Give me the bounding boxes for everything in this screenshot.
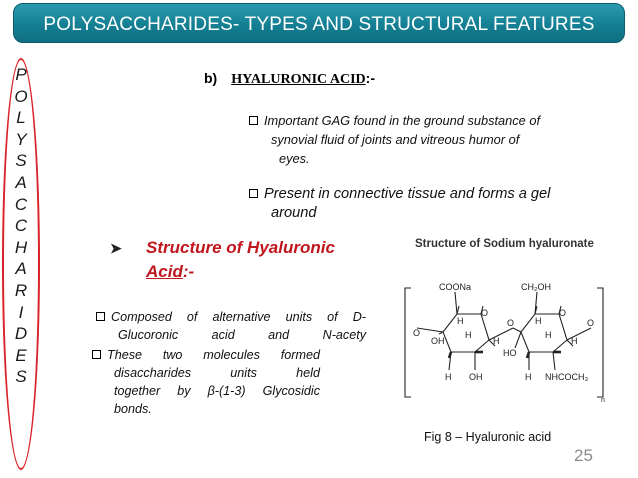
bullet-disaccharides	[92, 346, 320, 418]
ring1-h-label: H	[465, 330, 472, 340]
bullet-text: Important GAG found in the ground substance of	[264, 113, 541, 128]
ring1-h-label: H	[493, 336, 500, 346]
side-letter: C	[14, 194, 28, 214]
side-letter: L	[16, 108, 26, 128]
checkbox-bullet-icon	[96, 312, 105, 321]
bullet-text: Composed of alternative units of D-	[111, 310, 366, 324]
right-bracket	[597, 288, 603, 397]
ring1-oh-bottom-label: OH	[469, 372, 483, 382]
side-letter: D	[14, 324, 28, 344]
bullet-text: Present in connective tissue and forms a gel	[264, 186, 551, 202]
bullet-text: eyes.	[279, 151, 310, 166]
ring2-h-label: H	[571, 336, 578, 346]
label-coona: COONa	[439, 282, 472, 292]
checkbox-bullet-icon	[249, 116, 258, 125]
bullet-text: bonds.	[114, 402, 152, 416]
bullet-gag	[249, 111, 609, 168]
right-o-label: O	[587, 318, 595, 328]
title-bar	[13, 3, 625, 43]
side-letter: A	[15, 172, 27, 192]
left-o-label: O	[413, 328, 421, 338]
ring1-h-label: H	[445, 372, 452, 382]
checkbox-bullet-icon	[92, 350, 101, 359]
bullet-text: around	[271, 205, 317, 221]
vertical-word	[2, 64, 40, 388]
side-letter: Y	[15, 129, 27, 149]
side-letter: E	[15, 345, 27, 365]
bullet-text: synovial fluid of joints and vitreous humor of	[271, 132, 520, 147]
ring1-o-label: O	[481, 308, 489, 318]
ring2-nhcoch3-label: NHCOCH₃	[545, 372, 589, 382]
ring2-h-label: H	[545, 330, 552, 340]
hyaluronate-structure-diagram	[395, 252, 615, 424]
side-letter: R	[14, 280, 28, 300]
bullet-text: together by β-(1-3) Glycosidic	[114, 384, 320, 398]
ring1-oh-label: OH	[431, 336, 445, 346]
ring2-o-label: O	[559, 308, 567, 318]
slide-title: POLYSACCHARIDES- TYPES AND STRUCTURAL FEATURES	[43, 14, 595, 35]
left-bracket	[405, 288, 411, 397]
figure-caption: Fig 8 – Hyaluronic acid	[424, 430, 552, 444]
bullet-text: Glucoronic acid and N-acety	[118, 328, 366, 342]
bullet-text: These two molecules formed	[107, 348, 320, 362]
section-label: b)	[204, 70, 218, 86]
side-letter: I	[18, 302, 24, 322]
bridge-o-label: O	[507, 318, 515, 328]
structure-heading-acid: Acid	[146, 262, 183, 281]
structure-heading-suffix: :-	[182, 262, 195, 281]
repeat-n-label: n	[601, 397, 605, 404]
side-letter: C	[14, 216, 28, 236]
figure-title: Structure of Sodium hyaluronate	[415, 238, 594, 250]
ring-2	[521, 314, 567, 352]
ring1-h-label: H	[457, 316, 464, 326]
side-letter: P	[15, 65, 27, 84]
bullet-composed	[96, 308, 366, 344]
section-suffix: :-	[365, 70, 375, 86]
side-letter: A	[15, 259, 27, 279]
arrow-bullet-icon: ➤	[110, 240, 122, 256]
side-letter: H	[14, 237, 28, 257]
bullet-connective	[249, 185, 589, 223]
section-heading	[204, 70, 375, 88]
side-letter: S	[15, 367, 27, 387]
bullet-text: disaccharides units held	[114, 366, 320, 380]
ring2-h-label: H	[535, 316, 542, 326]
label-ch2oh: CH₂OH	[521, 282, 551, 292]
page-number: 25	[574, 446, 593, 465]
side-letter: O	[14, 86, 28, 106]
structure-heading-line1: Structure of Hyaluronic	[146, 238, 335, 257]
side-letter: S	[15, 151, 27, 171]
checkbox-bullet-icon	[249, 189, 258, 198]
ring2-ho-label: HO	[503, 348, 517, 358]
section-name: HYALURONIC ACID	[231, 72, 366, 87]
ring2-h-label: H	[525, 372, 532, 382]
